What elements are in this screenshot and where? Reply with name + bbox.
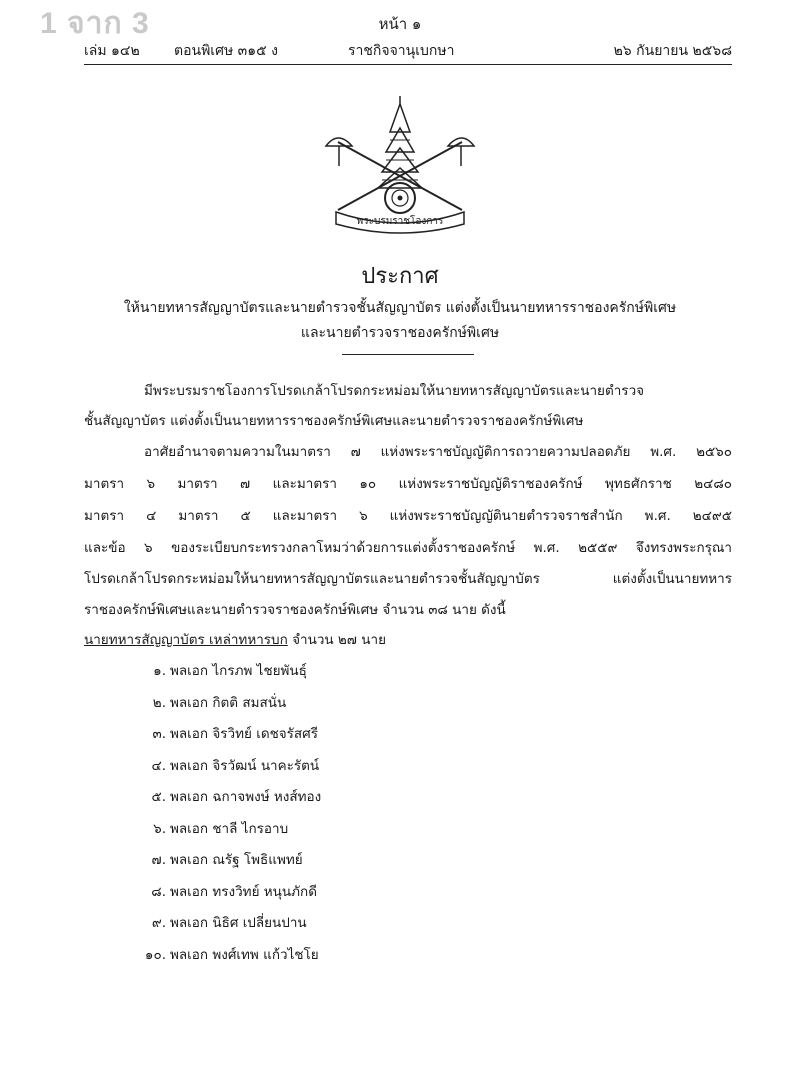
list-item-name: พลเอก จิรวัฒน์ นาคะรัตน์ (170, 757, 320, 774)
body-line: ราชองครักษ์พิเศษและนายตำรวจราชองครักษ์พิเศษ จำนวน ๓๘ นาย ดังนี้ (84, 602, 506, 618)
title-divider (342, 354, 474, 355)
list-item-name: พลเอก นิธิศ เปลี่ยนปาน (170, 915, 307, 931)
royal-seal-icon (316, 92, 484, 234)
list-item-number: ๘. (151, 883, 166, 900)
list-item-name: พลเอก ชาลี ไกรอาบ (170, 820, 289, 837)
list-item-name: พลเอก พงศ์เทพ แก้วไชโย (170, 946, 319, 963)
gazette-header (84, 38, 732, 65)
list-item-number: ๕. (151, 789, 166, 805)
volume-label: เล่ม ๑๔๒ (84, 43, 140, 59)
list-item-name: พลเอก กิตติ สมสนั่น (170, 694, 287, 711)
list-item-number: ๖. (153, 820, 166, 837)
list-item-name: พลเอก ทรงวิทย์ หนุนภักดี (170, 883, 317, 900)
document-subtitle-line-2: และนายตำรวจราชองครักษ์พิเศษ (300, 325, 500, 341)
body-line: โปรดเกล้าโปรดกระหม่อมให้นายทหารสัญญาบัตรและนายตำรวจชั้นสัญญาบัตร แต่งตั้งเป็นนายทหาร (84, 571, 732, 587)
seal-banner-text: พระบรมราชโองการ (356, 216, 444, 227)
body-line: ชั้นสัญญาบัตร แต่งตั้งเป็นนายทหารราชองครักษ์พิเศษและนายตำรวจราชองครักษ์พิเศษ (84, 413, 584, 429)
gazette-name: ราชกิจจานุเบกษา (348, 43, 455, 59)
page-number: หน้า ๑ (378, 15, 422, 33)
list-item-number: ๓. (152, 726, 166, 742)
list-item-number: ๒. (152, 694, 166, 711)
list-item-name: พลเอก ฉกาจพงษ์ หงส์ทอง (170, 789, 322, 805)
document-subtitle-line-1: ให้นายทหารสัญญาบัตรและนายตำรวจชั้นสัญญาบัตร แต่งตั้งเป็นนายทหารราชองครักษ์พิเศษ (123, 300, 677, 316)
body-line: มีพระบรมราชโองการโปรดเกล้าโปรดกระหม่อมให้นายทหารสัญญาบัตรและนายตำรวจ (144, 383, 645, 399)
list-item-number: ๗. (151, 852, 166, 868)
list-item-number: ๙. (151, 915, 166, 931)
list-item-name: พลเอก จิรวิทย์ เดชจรัสศรี (170, 726, 318, 742)
body-line: มาตรา ๖ มาตรา ๗ และมาตรา ๑๐ แห่งพระราชบัญญัติราชองครักษ์ พุทธศักราช ๒๔๘๐ (84, 476, 732, 492)
document-title: ประกาศ (361, 264, 439, 289)
publish-date: ๒๖ กันยายน ๒๕๖๘ (613, 43, 732, 59)
body-line: มาตรา ๔ มาตรา ๕ และมาตรา ๖ แห่งพระราชบัญญัตินายตำรวจราชสำนัก พ.ศ. ๒๔๙๕ (84, 508, 732, 524)
page-counter-badge: 1 จาก 3 (36, 0, 154, 47)
body-line: อาศัยอำนาจตามความในมาตรา ๗ แห่งพระราชบัญญัติการถวายความปลอดภัย พ.ศ. ๒๕๖๐ (144, 444, 732, 460)
list-item-number: ๑. (153, 663, 166, 679)
list-item-number: ๔. (151, 757, 166, 774)
list-item-name: พลเอก ณรัฐ โพธิแพทย์ (170, 852, 303, 868)
body-line: และข้อ ๖ ของระเบียบกระทรวงกลาโหมว่าด้วยการแต่งตั้งราชองครักษ์ พ.ศ. ๒๕๕๙ จึงทรงพระกรุณา (84, 540, 732, 556)
group-heading (84, 628, 386, 650)
group-heading-title: นายทหารสัญญาบัตร เหล่าทหารบก (84, 632, 288, 648)
group-heading-count: จำนวน ๒๗ นาย (292, 632, 386, 648)
list-item-name: พลเอก ไกรภพ ไชยพันธุ์ (170, 663, 307, 679)
list-item-number: ๑๐. (144, 946, 166, 963)
section-label: ตอนพิเศษ ๓๑๕ ง (174, 43, 278, 59)
